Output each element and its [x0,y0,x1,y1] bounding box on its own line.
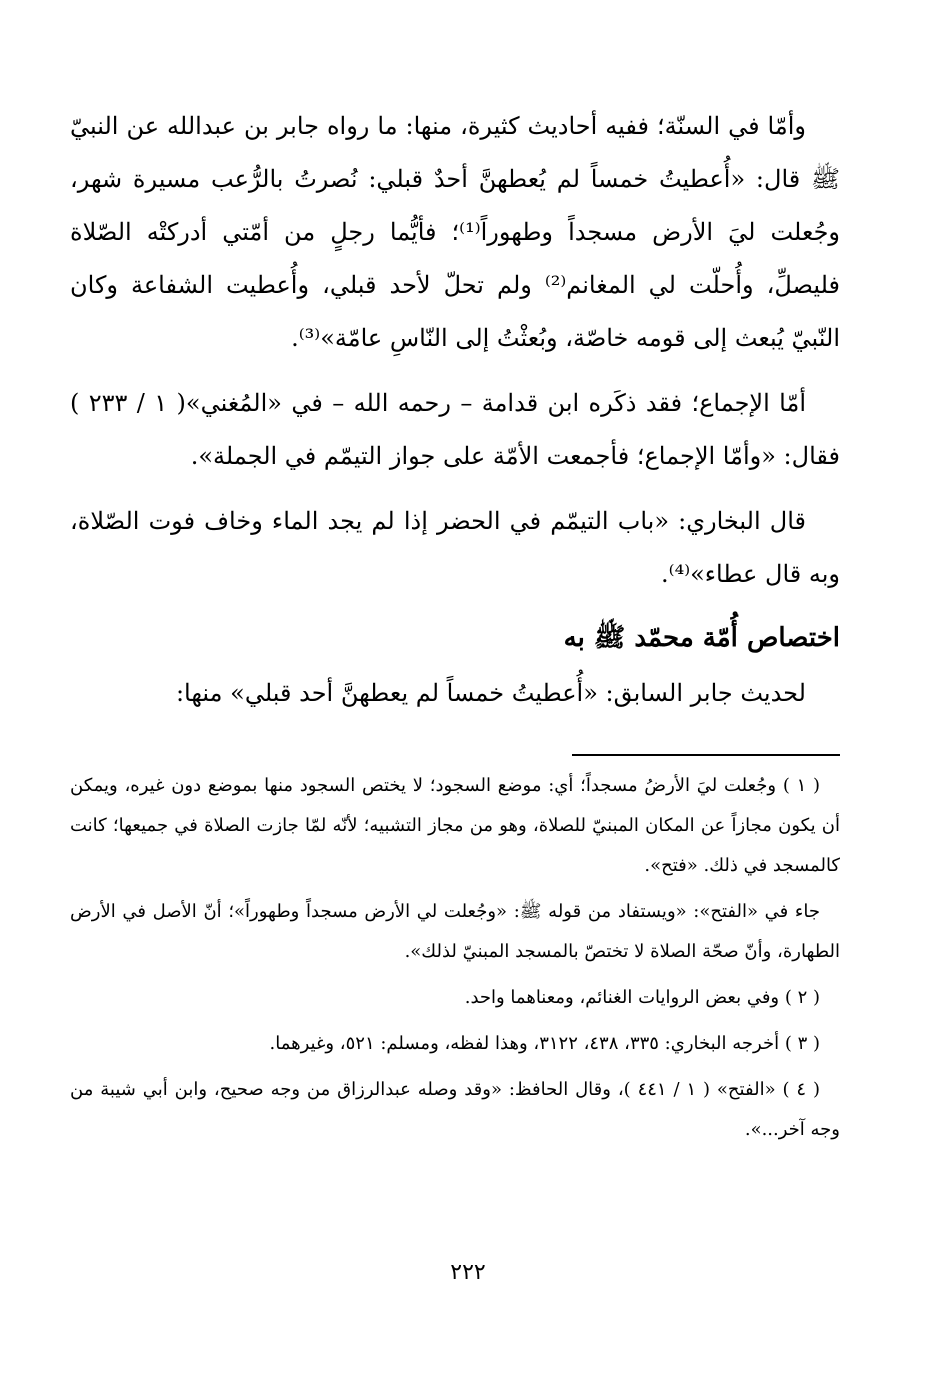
footnote-separator [572,754,840,756]
footnote-2: ( ٢ ) وفي بعض الروايات الغنائم، ومعناهما واحد. [464,987,820,1008]
paragraph-bukhari: قال البخاري: «باب التيمّم في الحضر إذا لم يجد الماء وخاف فوت الصّلاة، وبه قال عطاء»⁽⁴⁾. [70,507,840,588]
paragraph-jabir-hadith: لحديث جابر السابق: «أُعطيتُ خمساً لم يعطهنَّ أحد قبلي» منها: [175,679,806,707]
footnote-1-continued: جاء في «الفتح»: «ويستفاد من قوله ﷺ: «وجُعلت لي الأرض مسجداً وطهوراً»؛ أنّ الأصل في الأرض الطهارة، وأنّ صحّة الصلاة لا تختصّ بالمسجد المبنيّ لذلك». [70,901,840,962]
section-heading: اختصاص أُمّة محمّد ﷺ به [563,623,840,653]
page-body [70,100,840,1156]
paragraph-sunnah: وأمّا في السنّة؛ ففيه أحاديث كثيرة، منها: ما رواه جابر بن عبدالله عن النبيّ ﷺ قال: «أُعطيتُ خمساً لم يُعطهنَّ أحدٌ قبلي: نُصرتُ بالرُّعب مسيرة شهر، وجُعلت ليَ الأرض مسجداً وطهوراً⁽¹⁾؛ فأيُّما رجلٍ من أمّتي أدركتْه الصّلاة فليصلِّ، وأُحلّت لي المغانم⁽²⁾ ولم تحلّ لأحد قبلي، وأُعطيت الشفاعة وكان النّبيّ يُبعث إلى قومه خاصّة، وبُعثْتُ إلى النّاسِ عامّة»⁽³⁾. [70,112,841,352]
page-number: ٢٢٢ [450,1260,486,1285]
footnote-4: ( ٤ ) «الفتح» ( ١ / ٤٤١ )، وقال الحافظ: «وقد وصله عبدالرزاق من وجه صحيح، وابن أبي شيبة من وجه آخر...». [70,1079,840,1140]
footnote-1: ( ١ ) وجُعلت ليَ الأرضُ مسجداً؛ أي: موضع السجود؛ لا يختص السجود منها بموضع دون غيره، ويمكن أن يكون مجازاً عن المكان المبنيّ للصلاة، وهو من مجاز التشبيه؛ لأنّه لمّا جازت الصلاة في جميعها؛ كانت كالمسجد في ذلك. «فتح». [70,775,840,876]
footnote-3: ( ٣ ) أخرجه البخاري: ٣٣٥، ٤٣٨، ٣١٢٢، وهذا لفظه، ومسلم: ٥٢١، وغيرهما. [269,1033,820,1054]
paragraph-ijma: أمّا الإجماع؛ فقد ذكَره ابن قدامة – رحمه الله – في «المُغني»( ١ / ٢٣٣ ) فقال: «وأمّا الإجماع؛ فأجمعت الأمّة على جواز التيمّم في الجملة». [70,389,840,470]
